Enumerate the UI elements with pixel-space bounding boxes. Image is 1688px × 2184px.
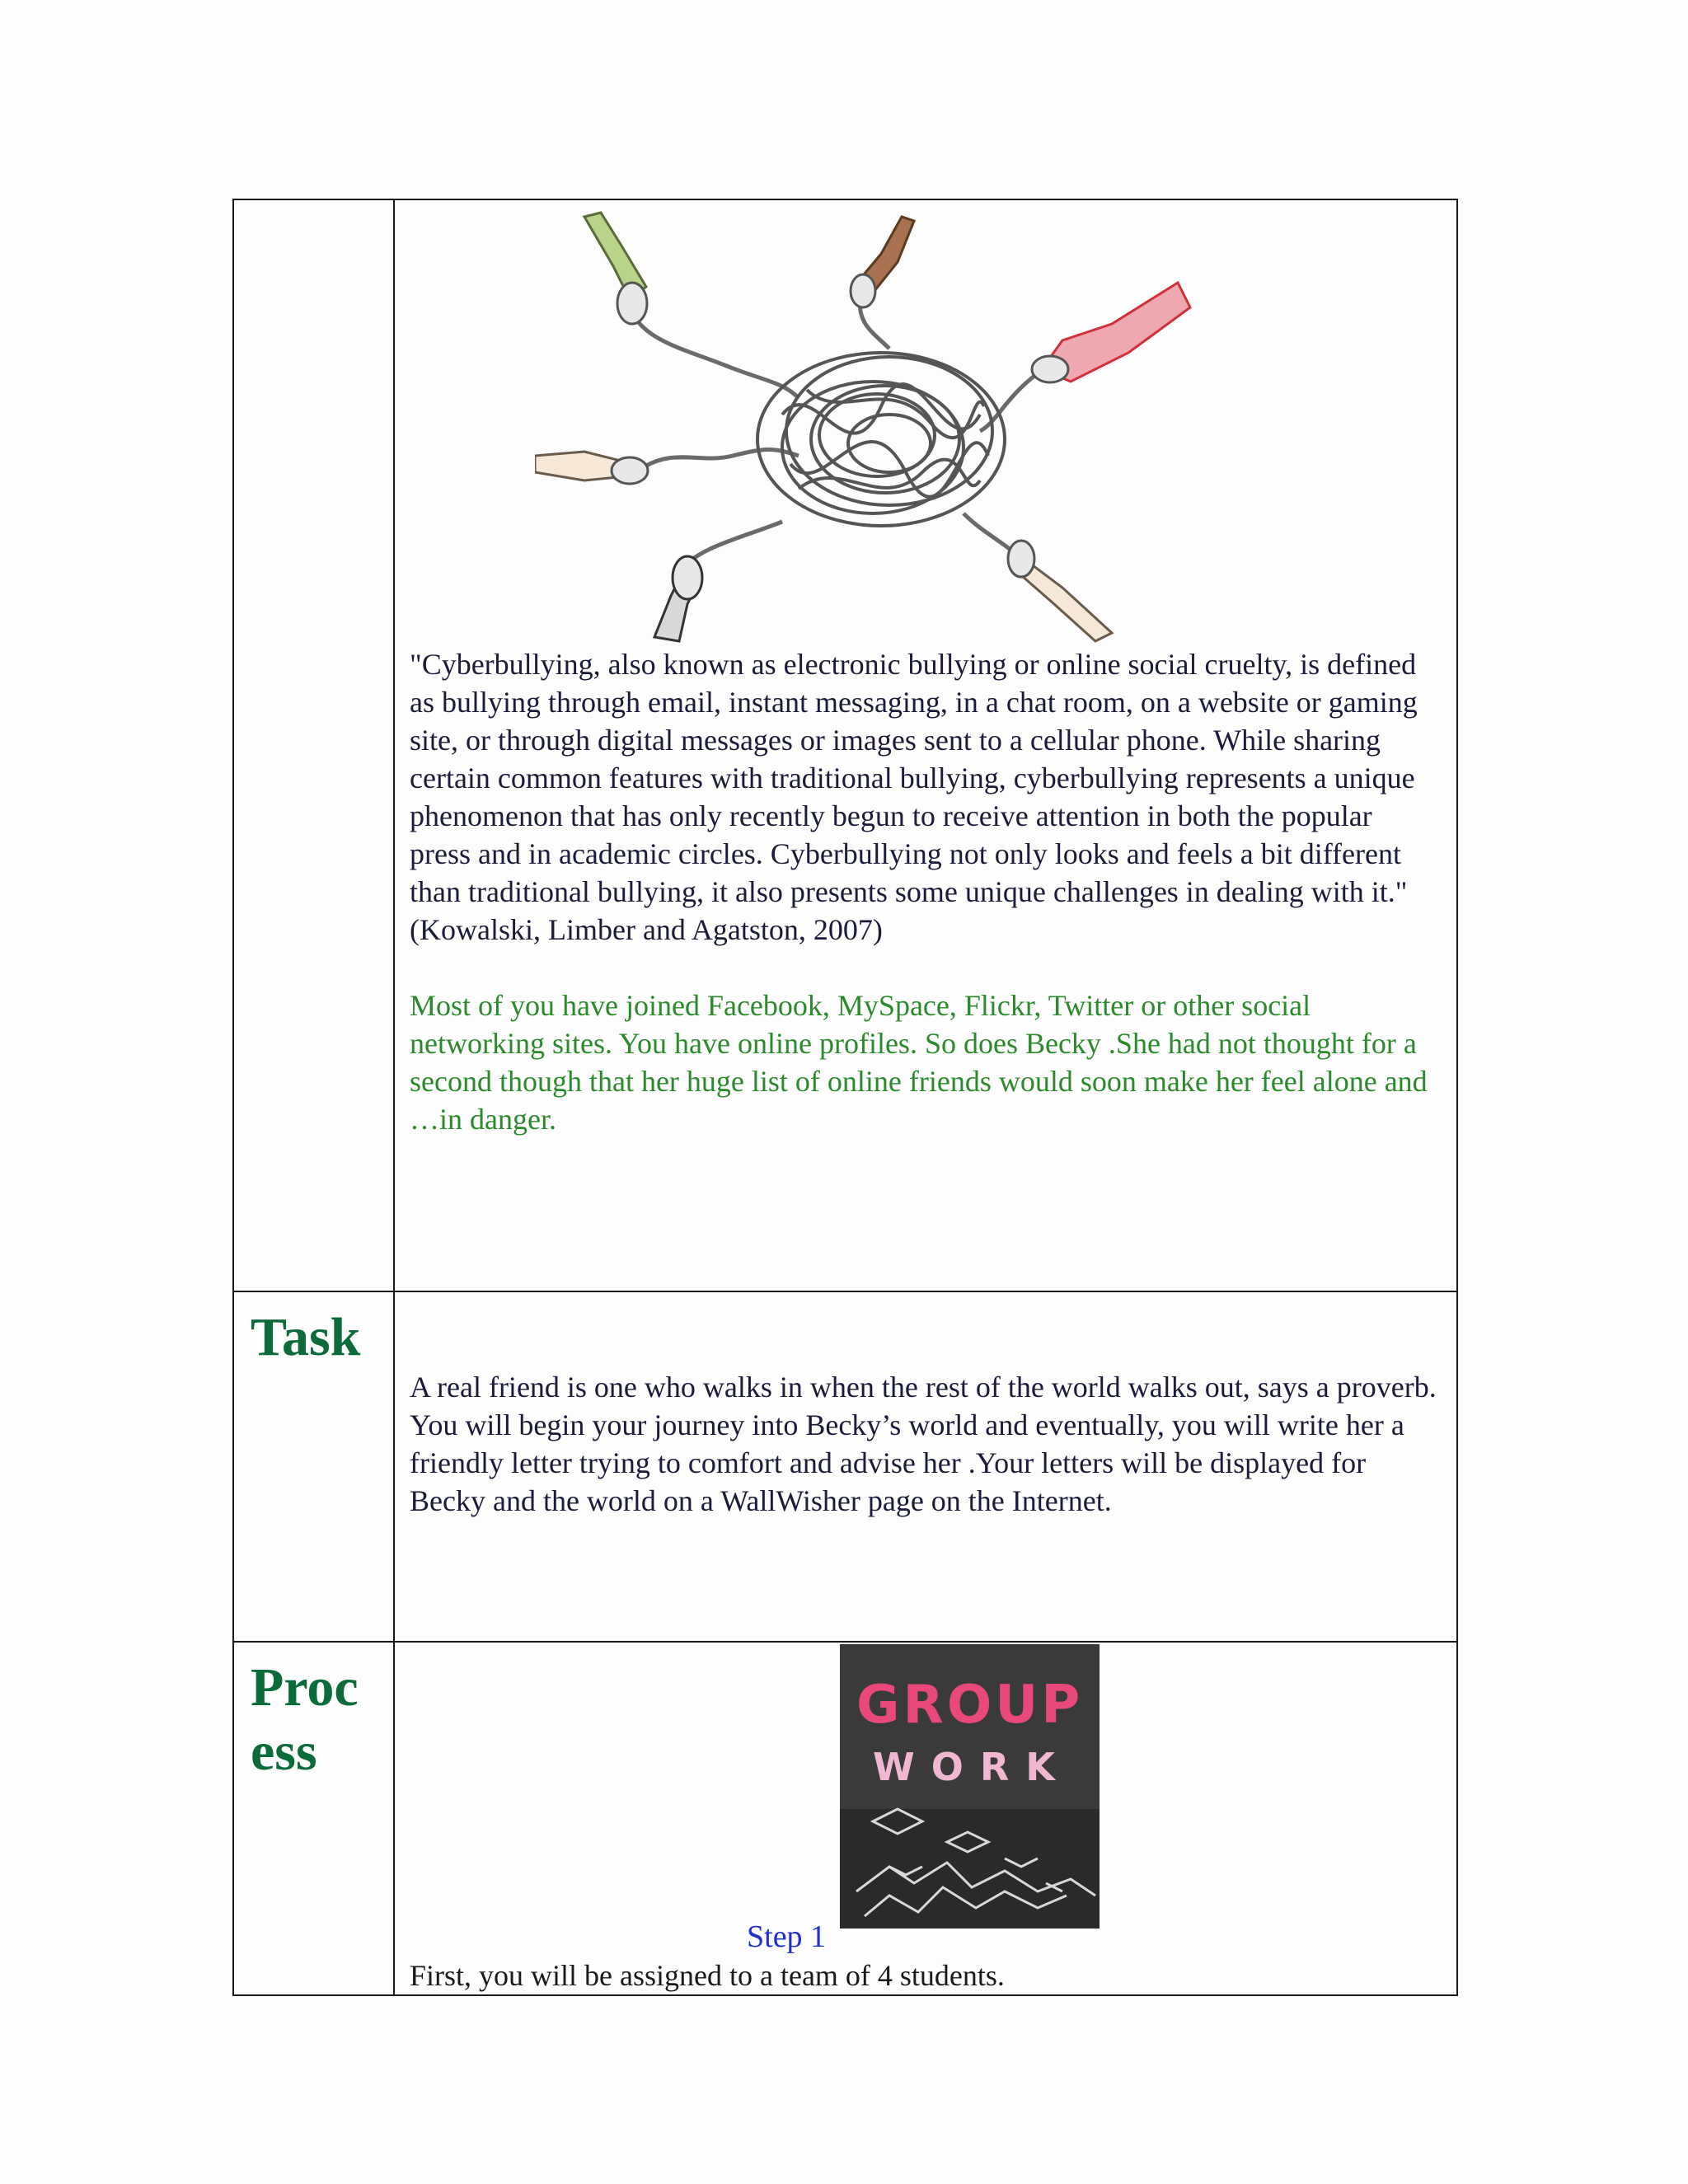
- task-heading: Task: [251, 1307, 361, 1367]
- process-label-cell: [233, 1642, 394, 1995]
- cyberbullying-illustration: [395, 200, 1456, 645]
- poster-text-work: WORK: [873, 1745, 1071, 1789]
- introduction-label-cell: [233, 199, 394, 1291]
- cyberbullying-definition: "Cyberbullying, also known as electronic bullying or online social cruelty, is defined as bullying through email, instant messaging, in a chat room, on a website or gaming site, or through digital messages or images sent to a cellular phone. While sharing certain common features with traditional bullying, cyberbullying represents a unique phenomenon that has only recently begun to receive attention in both the popular press and in academic circles. Cyberbullying not only looks and feels a bit different than traditional bullying, it also presents some unique challenges in dealing with it.": [410, 648, 1418, 908]
- process-image-row: [395, 1643, 1456, 1960]
- citation: (Kowalski, Limber and Agatston, 2007): [410, 913, 883, 946]
- process-heading-line2: ess: [251, 1722, 317, 1782]
- step-1-text: First, you will be assigned to a team of 4 students.: [410, 1959, 1005, 1992]
- task-label-cell: [233, 1291, 394, 1642]
- becky-scenario: Most of you have joined Facebook, MySpace, Flickr, Twitter or other social networking sites. You have online profiles. So does Becky .She had not thought for a second though that her huge list of online friends would soon make her feel alone and …in danger.: [410, 989, 1428, 1136]
- process-heading-line1: Proc: [251, 1657, 359, 1718]
- process-body-cell: [394, 1642, 1457, 1995]
- poster-text-group: GROUP: [856, 1675, 1084, 1736]
- task-row: [233, 1291, 1457, 1642]
- task-description: A real friend is one who walks in when the rest of the world walks out, says a proverb. You will begin your journey into Becky’s world and eventually, you will write her a friendly letter trying to comfort and advise her .Your letters will be displayed for Becky and the world on a WallWisher page on the Internet.: [410, 1371, 1437, 1517]
- group-work-poster: [840, 1644, 1100, 1929]
- webquest-table: [232, 199, 1458, 1996]
- tangled-mice-image: [535, 209, 1227, 645]
- step-1-label: Step 1: [747, 1919, 827, 1954]
- introduction-body-cell: [394, 199, 1457, 1291]
- introduction-row: [233, 199, 1457, 1291]
- task-body-cell: [394, 1291, 1457, 1642]
- process-heading: [234, 1643, 393, 1784]
- process-row: [233, 1642, 1457, 1995]
